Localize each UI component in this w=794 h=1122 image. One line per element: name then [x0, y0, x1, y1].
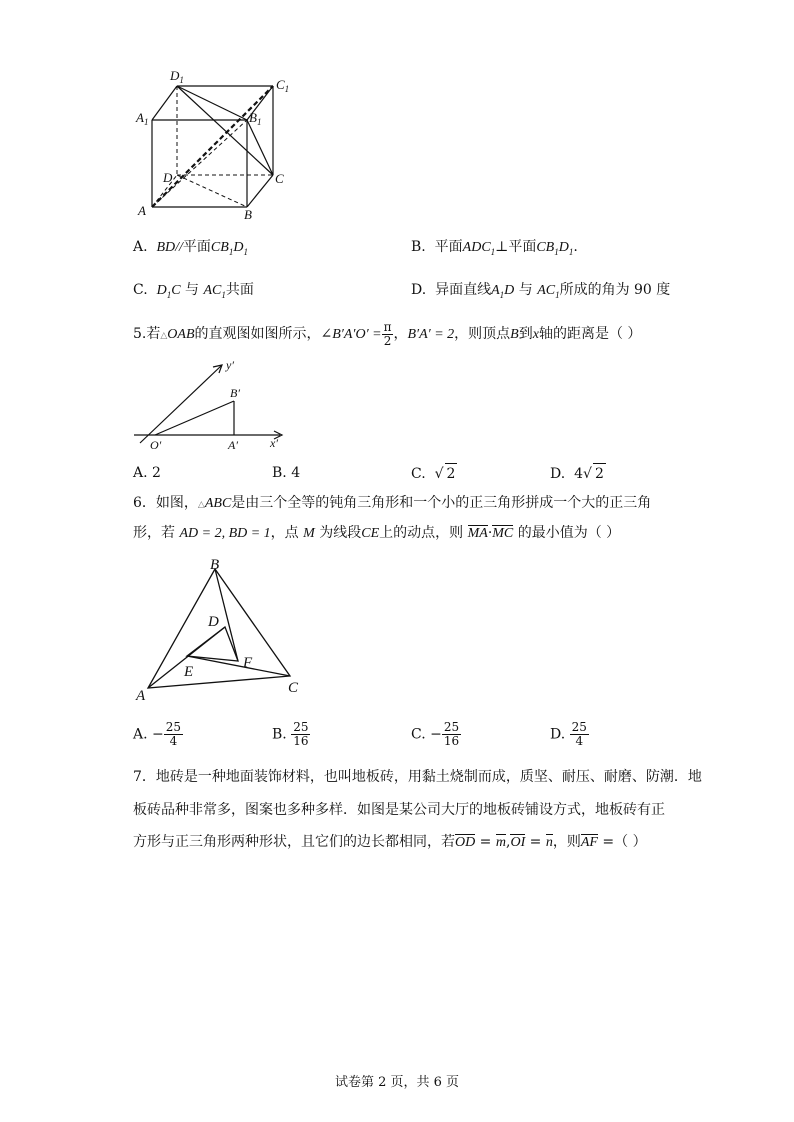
- cube-label-c: C: [275, 171, 284, 186]
- q6-option-c: C. − $\frac{25}{16}$: [411, 720, 460, 748]
- q6-option-a: A. − $\frac{25}{4}$: [133, 720, 182, 748]
- q4-option-b: B. 平面$ADC_1\perp$平面$CB_1D_1$.: [411, 239, 578, 257]
- page-footer: 试卷第 2 页，共 6 页: [334, 1075, 460, 1090]
- tri-label-d: D: [208, 614, 219, 630]
- cube-label-d: D: [163, 170, 173, 185]
- oblique-axes-figure: [130, 355, 300, 450]
- axis-label-y: y′: [226, 358, 234, 372]
- cube-label-a: A: [138, 203, 146, 218]
- q7-stem-line1: 7．地砖是一种地面装饰材料，也叫地板砖，用黏土烧制而成，质坚、耐压、耐磨、防潮．地: [133, 769, 702, 785]
- q6-option-d: D. $\frac{25}{4}$: [550, 720, 587, 748]
- cube-label-b: B: [244, 207, 252, 222]
- q6-option-b: B. $\frac{25}{16}$: [272, 720, 309, 748]
- q5-option-c: C. √ 2: [411, 463, 457, 484]
- q4-option-d: D. 异面直线$A_1D$ 与 $AC_1$所成的角为 90 度: [411, 282, 671, 300]
- q6-stem-line2: 形，若 AD = 2, BD = 1，点 M 为线段CE上的动点，则 MA·MC 的最小值为（ ）: [133, 525, 621, 541]
- point-label-o: O′: [150, 438, 162, 450]
- cube-label-b1: $B_1$: [249, 110, 262, 127]
- q6-stem-line1: 6．如图，△ABC是由三个全等的钝角三角形和一个小的正三角形拼成一个大的正三角: [133, 495, 652, 511]
- cube-figure: [130, 62, 300, 227]
- tri-label-f: F: [243, 655, 253, 671]
- tri-label-e: E: [184, 664, 194, 680]
- triangle-abc-figure: [130, 555, 310, 703]
- point-label-a: A′: [228, 438, 238, 450]
- tri-label-c: C: [288, 680, 299, 696]
- axis-label-x: x′: [270, 436, 278, 450]
- q5-option-b: B. 4: [272, 465, 301, 481]
- q7-stem-line3: 方形与正三角形两种形状，且它们的边长都相同，若OD = m,OI = n，则AF =（ ）: [133, 834, 647, 850]
- q5-option-d: D. 4√ 2: [550, 463, 606, 484]
- q5-option-a: A. 2: [133, 465, 161, 481]
- q7-stem-line2: 板砖品种非常多，图案也多种多样．如图是某公司大厅的地板砖铺设方式，地板砖有正: [133, 802, 665, 818]
- cube-label-d1: $D_1$: [170, 68, 184, 85]
- q4-option-a: A. BD//平面$CB_1D_1$: [133, 239, 248, 257]
- tri-label-b: B: [210, 557, 220, 573]
- q4-option-c: C. $D_1C$ 与 $AC_1$共面: [133, 282, 254, 300]
- cube-label-a1: $A_1$: [136, 110, 149, 127]
- tri-label-a: A: [136, 688, 146, 703]
- q5-stem: 5.若△OAB的直观图如图所示，∠B′A′O′ = $\frac{\pi}{2}$ ，B′A′ = 2，则顶点B到x轴的距离是（ ）: [133, 319, 642, 348]
- cube-label-c1: $C_1$: [276, 77, 290, 94]
- point-label-b: B′: [230, 386, 240, 400]
